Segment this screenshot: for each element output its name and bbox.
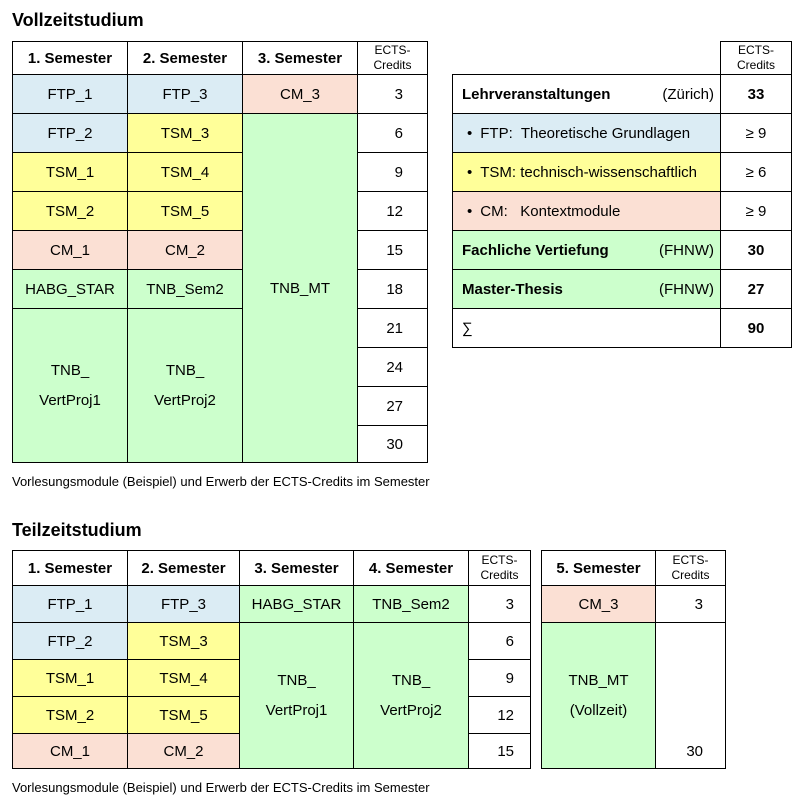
pt-s1-module: FTP_2 (12, 622, 128, 660)
pt-s5-module: CM_3 (541, 585, 656, 623)
ects-line2: Credits (480, 568, 519, 582)
fulltime-title: Vollzeitstudium (12, 10, 144, 30)
ects-line1: ECTS- (374, 43, 411, 57)
pt-header-sem5: 5. Semester (541, 550, 656, 586)
pt-s3-project (239, 622, 354, 769)
pt-s1-module: TSM_1 (12, 659, 128, 697)
pt-header-sem3: 3. Semester (239, 550, 354, 586)
project-line1: TNB_ (50, 361, 90, 379)
ft-s1-project (12, 308, 128, 463)
bullet-icon: • (467, 202, 473, 220)
project-line1: TNB_ (277, 671, 316, 689)
bullet-icon: • (467, 124, 473, 142)
ft-ects-value: 6 (357, 113, 428, 153)
ft-s2-module: TSM_3 (127, 113, 243, 153)
pt-s2-module: CM_2 (127, 733, 240, 769)
summary-header-ects (720, 41, 792, 75)
summary-label: FTP: Theoretische Grundlagen (480, 124, 691, 142)
ft-ects-value: 30 (357, 425, 428, 463)
ft-ects-value: 12 (357, 191, 428, 231)
ft-ects-value: 15 (357, 230, 428, 270)
summary-total: 90 (720, 308, 792, 348)
pt-s5-ects-value: 3 (655, 585, 726, 623)
sum-icon: ∑ (462, 319, 473, 337)
summary-cm (452, 191, 721, 231)
pt-ects-value: 6 (468, 622, 531, 660)
summary-fachliche-vertiefung (452, 230, 721, 270)
ft-s1-module: TSM_2 (12, 191, 128, 231)
pt-s1-module: CM_1 (12, 733, 128, 769)
pt-s4-project (353, 622, 469, 769)
pt-s5-thesis (541, 622, 656, 769)
pt-s2-module: TSM_3 (127, 622, 240, 660)
ft-s3-module: CM_3 (242, 74, 358, 114)
pt-header-sem4: 4. Semester (353, 550, 469, 586)
ft-s1-module: HABG_STAR (12, 269, 128, 309)
summary-location: (Zürich) (662, 85, 714, 103)
ft-s2-module: TNB_Sem2 (127, 269, 243, 309)
thesis-line1: TNB_MT (568, 671, 629, 689)
ft-s1-module: TSM_1 (12, 152, 128, 192)
ects-line2: Credits (671, 568, 710, 582)
ft-header-ects (357, 41, 428, 75)
project-line1: TNB_ (391, 671, 431, 689)
ft-ects-value: 24 (357, 347, 428, 387)
pt-s1-module: TSM_2 (12, 696, 128, 734)
ft-ects-value: 9 (357, 152, 428, 192)
summary-location: (FHNW) (659, 241, 714, 259)
ft-s2-module: FTP_3 (127, 74, 243, 114)
ects-line1: ECTS- (672, 553, 709, 567)
bullet-icon: • (467, 163, 473, 181)
pt-ects-value: 15 (468, 733, 531, 769)
summary-ftp (452, 113, 721, 153)
project-line1: TNB_ (165, 361, 205, 379)
summary-value: 27 (720, 269, 792, 309)
ft-s2-module: TSM_4 (127, 152, 243, 192)
summary-label: Master-Thesis (462, 280, 563, 298)
ects-line2: Credits (736, 58, 775, 72)
parttime-caption: Vorlesungsmodule (Beispiel) und Erwerb der ECTS-Credits im Semester (12, 780, 430, 795)
summary-value: ≥ 6 (720, 152, 792, 192)
ft-header-sem2: 2. Semester (127, 41, 243, 75)
ft-ects-value: 3 (357, 74, 428, 114)
project-line2: VertProj1 (265, 701, 328, 719)
summary-value: ≥ 9 (720, 191, 792, 231)
summary-tsm (452, 152, 721, 192)
ects-line1: ECTS- (738, 43, 774, 57)
thesis-line2: (Vollzeit) (569, 701, 628, 719)
pt-header-sem2: 2. Semester (127, 550, 240, 586)
fulltime-caption: Vorlesungsmodule (Beispiel) und Erwerb der ECTS-Credits im Semester (12, 474, 430, 489)
summary-label: Fachliche Vertiefung (462, 241, 609, 259)
ects-line1: ECTS- (481, 553, 518, 567)
summary-value: 30 (720, 230, 792, 270)
ft-ects-value: 21 (357, 308, 428, 348)
pt-s2-module: TSM_5 (127, 696, 240, 734)
pt-header-sem1: 1. Semester (12, 550, 128, 586)
summary-label: CM: Kontextmodule (480, 202, 621, 220)
summary-value: ≥ 9 (720, 113, 792, 153)
summary-label: TSM: technisch-wissenschaftlich (480, 163, 698, 181)
ft-s2-module: CM_2 (127, 230, 243, 270)
project-line2: VertProj2 (154, 391, 216, 409)
parttime-title: Teilzeitstudium (12, 520, 142, 540)
ft-ects-value: 18 (357, 269, 428, 309)
ects-line2: Credits (373, 58, 412, 72)
summary-lehrveranstaltungen (452, 74, 721, 114)
ft-header-sem1: 1. Semester (12, 41, 128, 75)
pt-header-ects (468, 550, 531, 586)
ft-s1-module: CM_1 (12, 230, 128, 270)
pt-s3-module: HABG_STAR (239, 585, 354, 623)
ft-header-sem3: 3. Semester (242, 41, 358, 75)
project-line2: VertProj1 (39, 391, 101, 409)
pt-s1-module: FTP_1 (12, 585, 128, 623)
ft-s1-module: FTP_1 (12, 74, 128, 114)
pt-s4-module: TNB_Sem2 (353, 585, 469, 623)
ft-s2-project (127, 308, 243, 463)
summary-label: Lehrveranstaltungen (462, 85, 611, 103)
ft-s2-module: TSM_5 (127, 191, 243, 231)
pt-ects-value: 3 (468, 585, 531, 623)
pt-s2-module: FTP_3 (127, 585, 240, 623)
pt-ects-value: 9 (468, 659, 531, 697)
pt-ects-value: 12 (468, 696, 531, 734)
ft-ects-value: 27 (357, 386, 428, 426)
ft-s1-module: FTP_2 (12, 113, 128, 153)
ft-s3-thesis: TNB_MT (242, 113, 358, 463)
pt-s5-ects-value: 30 (655, 622, 726, 769)
pt-header-ects-sem5 (655, 550, 726, 586)
summary-master-thesis (452, 269, 721, 309)
summary-value: 33 (720, 74, 792, 114)
summary-sum (452, 308, 721, 348)
project-line2: VertProj2 (380, 701, 442, 719)
summary-location: (FHNW) (659, 280, 714, 298)
pt-s2-module: TSM_4 (127, 659, 240, 697)
